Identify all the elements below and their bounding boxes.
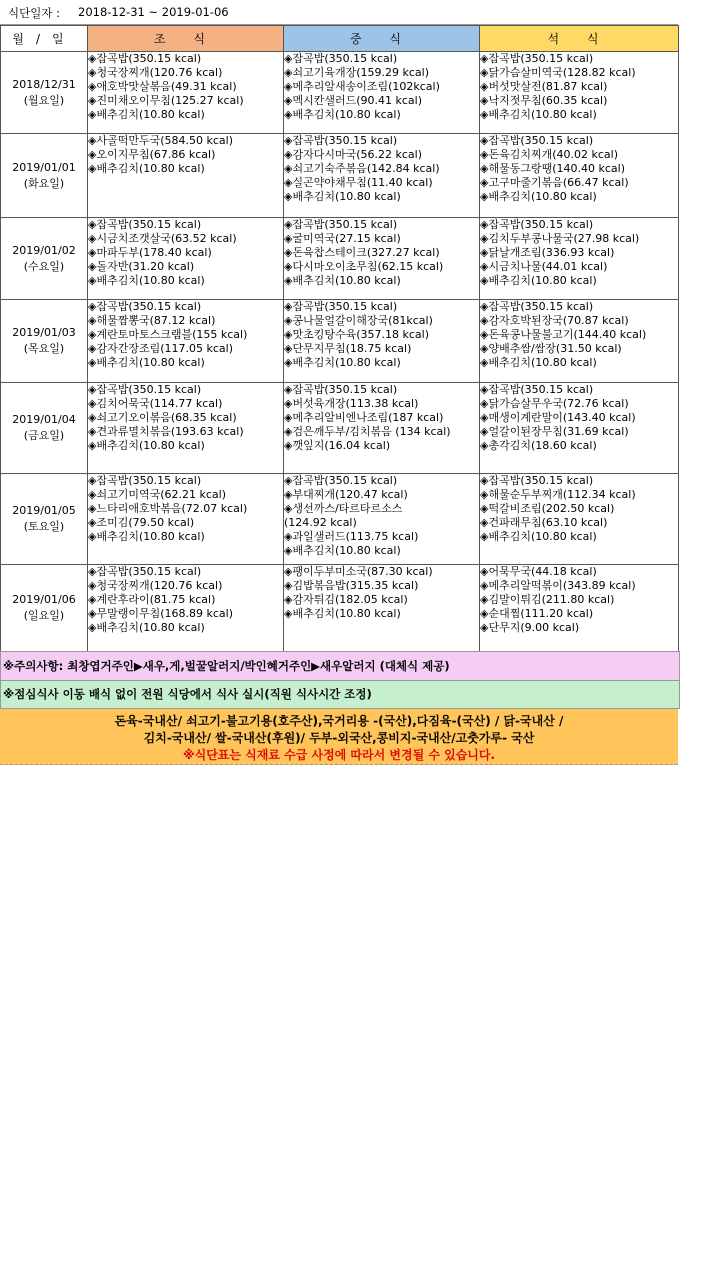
day-cell bbox=[1, 300, 88, 383]
menu-item: ◈김치두부콩나물국(27.98 kcal) bbox=[480, 232, 640, 245]
meal-table bbox=[0, 25, 679, 652]
menu-item: ◈돈육찹스테이크(327.27 kcal) bbox=[284, 246, 440, 259]
menu-item: ◈감자다시마국(56.22 kcal) bbox=[284, 148, 423, 161]
menu-item: ◈굴미역국(27.15 kcal) bbox=[284, 232, 401, 245]
menu-item: ◈잡곡밥(350.15 kcal) bbox=[480, 300, 594, 313]
menu-item: ◈견과류멸치볶음(193.63 kcal) bbox=[88, 425, 244, 438]
menu-item: ◈배추김치(10.80 kcal) bbox=[480, 356, 597, 369]
lunch-cell bbox=[284, 565, 480, 652]
menu-item: ◈다시마오이초무침(62.15 kcal) bbox=[284, 260, 444, 273]
menu-item: ◈잡곡밥(350.15 kcal) bbox=[480, 474, 594, 487]
breakfast-cell bbox=[88, 474, 284, 565]
menu-item: ◈순대찜(111.20 kcal) bbox=[480, 607, 594, 620]
menu-item: ◈콩나물얼갈이해장국(81kcal) bbox=[284, 314, 433, 327]
menu-item: ◈무말랭이무침(168.89 kcal) bbox=[88, 607, 233, 620]
menu-item: ◈과일샐러드(113.75 kcal) bbox=[284, 530, 419, 543]
day-cell bbox=[1, 134, 88, 218]
lunch-cell bbox=[284, 383, 480, 474]
day-cell bbox=[1, 52, 88, 134]
table-row bbox=[1, 52, 679, 134]
breakfast-cell bbox=[88, 218, 284, 300]
menu-item: ◈잡곡밥(350.15 kcal) bbox=[284, 218, 398, 231]
menu-item: ◈낙지젓무침(60.35 kcal) bbox=[480, 94, 608, 107]
menu-item: ◈배추김치(10.80 kcal) bbox=[480, 190, 597, 203]
menu-item: ◈배추김치(10.80 kcal) bbox=[88, 108, 205, 121]
menu-item: ◈돈육김치찌개(40.02 kcal) bbox=[480, 148, 619, 161]
day-weekday: (수요일) bbox=[23, 259, 65, 273]
menu-item: ◈감자튀김(182.05 kcal) bbox=[284, 593, 408, 606]
day-date: 2019/01/02 bbox=[12, 243, 76, 257]
menu-item: ◈잡곡밥(350.15 kcal) bbox=[480, 52, 594, 65]
table-row bbox=[1, 565, 679, 652]
menu-item: ◈잡곡밥(350.15 kcal) bbox=[480, 218, 594, 231]
menu-item: ◈배추김치(10.80 kcal) bbox=[284, 190, 401, 203]
menu-item: ◈검은깨두부/김치볶음 (134 kcal) bbox=[284, 425, 451, 438]
date-range-label: 식단일자 : bbox=[8, 6, 60, 20]
origin-line-2: 김치-국내산/ 쌀-국내산(후원)/ 두부-외국산,콩비지-국내산/고춧가루- 국산 bbox=[143, 731, 535, 745]
column-header-dinner: 석 식 bbox=[480, 26, 679, 52]
table-row bbox=[1, 383, 679, 474]
menu-item: ◈잡곡밥(350.15 kcal) bbox=[88, 52, 202, 65]
dinner-cell bbox=[480, 134, 679, 218]
menu-item: ◈단무지(9.00 kcal) bbox=[480, 621, 580, 634]
date-range-value: 2018-12-31 ~ 2019-01-06 bbox=[78, 5, 229, 19]
menu-item: ◈잡곡밥(350.15 kcal) bbox=[480, 383, 594, 396]
menu-item: ◈메추리알떡볶이(343.89 kcal) bbox=[480, 579, 636, 592]
breakfast-cell bbox=[88, 383, 284, 474]
lunch-cell bbox=[284, 218, 480, 300]
menu-item: ◈계란후라이(81.75 kcal) bbox=[88, 593, 216, 606]
menu-item: ◈배추김치(10.80 kcal) bbox=[88, 356, 205, 369]
menu-item: ◈잡곡밥(350.15 kcal) bbox=[284, 474, 398, 487]
menu-item: ◈해물순두부찌개(112.34 kcal) bbox=[480, 488, 636, 501]
column-header-date: 월/일 bbox=[1, 26, 88, 52]
menu-item: ◈김말이튀김(211.80 kcal) bbox=[480, 593, 615, 606]
menu-item: ◈사골떡만두국(584.50 kcal) bbox=[88, 134, 233, 147]
lunch-cell bbox=[284, 474, 480, 565]
menu-item: ◈해물짬뽕국(87.12 kcal) bbox=[88, 314, 216, 327]
menu-item: ◈감자간장조림(117.05 kcal) bbox=[88, 342, 233, 355]
menu-item: ◈배추김치(10.80 kcal) bbox=[88, 530, 205, 543]
menu-item: ◈잡곡밥(350.15 kcal) bbox=[88, 565, 202, 578]
menu-item: ◈실곤약야채무침(11.40 kcal) bbox=[284, 176, 433, 189]
day-date: 2018/12/31 bbox=[12, 77, 76, 91]
table-row bbox=[1, 218, 679, 300]
dinner-cell bbox=[480, 300, 679, 383]
menu-item: ◈배추김치(10.80 kcal) bbox=[88, 274, 205, 287]
menu-item: ◈닭날개조림(336.93 kcal) bbox=[480, 246, 615, 259]
caution-note: ※주의사항: 최창엽거주인▶새우,게,벌꿀알러지/박인혜거주인▶새우알러지 (대체식 제공) bbox=[0, 651, 680, 681]
table-row bbox=[1, 134, 679, 218]
lunch-notice: ※점심식사 이동 배식 없이 전원 식당에서 식사 실시(직원 식사시간 조정) bbox=[0, 680, 680, 709]
menu-item: ◈시금치조갯살국(63.52 kcal) bbox=[88, 232, 237, 245]
menu-item: ◈애호박맛살볶음(49.31 kcal) bbox=[88, 80, 237, 93]
menu-item: ◈잡곡밥(350.15 kcal) bbox=[284, 383, 398, 396]
day-date: 2019/01/04 bbox=[12, 413, 76, 426]
day-weekday: (토요일) bbox=[23, 520, 65, 533]
menu-item: ◈잡곡밥(350.15 kcal) bbox=[88, 474, 202, 487]
menu-item: ◈양배추쌈/쌈장(31.50 kcal) bbox=[480, 342, 622, 355]
day-date: 2019/01/03 bbox=[12, 326, 76, 339]
menu-item: (124.92 kcal) bbox=[284, 516, 357, 529]
table-row bbox=[1, 474, 679, 565]
menu-item: ◈얼갈이된장무침(31.69 kcal) bbox=[480, 425, 629, 438]
menu-item: ◈돈육콩나물불고기(144.40 kcal) bbox=[480, 328, 647, 341]
menu-item: ◈느타리애호박볶음(72.07 kcal) bbox=[88, 502, 248, 515]
breakfast-cell bbox=[88, 565, 284, 652]
menu-item: ◈오이지무침(67.86 kcal) bbox=[88, 148, 216, 161]
column-header-breakfast: 조 식 bbox=[88, 26, 284, 52]
menu-item: ◈부대찌개(120.47 kcal) bbox=[284, 488, 408, 501]
menu-item: ◈돌자반(31.20 kcal) bbox=[88, 260, 195, 273]
day-date: 2019/01/05 bbox=[12, 504, 76, 517]
origin-line-1: 돈육-국내산/ 쇠고기-불고기용(호주산),국거리용 -(국산),다짐육-(국산) / 닭-국내산 / bbox=[114, 714, 564, 728]
date-range-bar bbox=[0, 0, 678, 25]
menu-item: ◈배추김치(10.80 kcal) bbox=[480, 530, 597, 543]
day-date: 2019/01/01 bbox=[12, 160, 76, 174]
menu-item: ◈잡곡밥(350.15 kcal) bbox=[284, 300, 398, 313]
menu-item: ◈배추김치(10.80 kcal) bbox=[284, 274, 401, 287]
day-weekday: (목요일) bbox=[23, 342, 65, 355]
menu-item: ◈잡곡밥(350.15 kcal) bbox=[88, 300, 202, 313]
menu-item: ◈시금치나물(44.01 kcal) bbox=[480, 260, 608, 273]
menu-item: ◈배추김치(10.80 kcal) bbox=[284, 607, 401, 620]
breakfast-cell bbox=[88, 134, 284, 218]
day-cell bbox=[1, 565, 88, 652]
menu-item: ◈닭가슴살미역국(128.82 kcal) bbox=[480, 66, 636, 79]
menu-item: ◈쇠고기미역국(62.21 kcal) bbox=[88, 488, 227, 501]
menu-item: ◈김밥볶음밥(315.35 kcal) bbox=[284, 579, 419, 592]
day-cell bbox=[1, 383, 88, 474]
day-weekday: (금요일) bbox=[23, 429, 65, 442]
menu-item: ◈깻잎지(16.04 kcal) bbox=[284, 439, 391, 452]
dinner-cell bbox=[480, 218, 679, 300]
dinner-cell bbox=[480, 52, 679, 134]
day-weekday: (일요일) bbox=[23, 609, 65, 622]
menu-item: ◈청국장찌개(120.76 kcal) bbox=[88, 66, 223, 79]
day-weekday: (월요일) bbox=[23, 93, 65, 107]
menu-item: ◈청국장찌개(120.76 kcal) bbox=[88, 579, 223, 592]
menu-item: ◈잡곡밥(350.15 kcal) bbox=[88, 218, 202, 231]
day-cell bbox=[1, 474, 88, 565]
day-cell bbox=[1, 218, 88, 300]
lunch-cell bbox=[284, 134, 480, 218]
breakfast-cell bbox=[88, 300, 284, 383]
origin-info bbox=[0, 709, 678, 765]
menu-item: ◈건파래무침(63.10 kcal) bbox=[480, 516, 608, 529]
menu-item: ◈조미김(79.50 kcal) bbox=[88, 516, 195, 529]
menu-item: ◈해물동그랑땡(140.40 kcal) bbox=[480, 162, 625, 175]
menu-item: ◈잡곡밥(350.15 kcal) bbox=[284, 134, 398, 147]
menu-item: ◈배추김치(10.80 kcal) bbox=[88, 439, 205, 452]
menu-item: ◈잡곡밥(350.15 kcal) bbox=[284, 52, 398, 65]
menu-item: ◈단무지무침(18.75 kcal) bbox=[284, 342, 412, 355]
day-date: 2019/01/06 bbox=[12, 593, 76, 606]
menu-item: ◈닭가슴살무우국(72.76 kcal) bbox=[480, 397, 629, 410]
menu-item: ◈마파두부(178.40 kcal) bbox=[88, 246, 212, 259]
dinner-cell bbox=[480, 474, 679, 565]
column-header-lunch: 중 식 bbox=[284, 26, 480, 52]
menu-item: ◈팽이두부미소국(87.30 kcal) bbox=[284, 565, 433, 578]
menu-item: ◈멕시칸샐러드(90.41 kcal) bbox=[284, 94, 423, 107]
menu-item: ◈메추리알비엔나조림(187 kcal) bbox=[284, 411, 444, 424]
dinner-cell bbox=[480, 565, 679, 652]
lunch-cell bbox=[284, 52, 480, 134]
menu-item: ◈생선까스/타르타르소스 bbox=[284, 502, 403, 515]
menu-item: ◈배추김치(10.80 kcal) bbox=[480, 274, 597, 287]
menu-item: ◈쇠고기숙주볶음(142.84 kcal) bbox=[284, 162, 440, 175]
menu-item: ◈김치어묵국(114.77 kcal) bbox=[88, 397, 223, 410]
lunch-cell bbox=[284, 300, 480, 383]
menu-item: ◈잡곡밥(350.15 kcal) bbox=[88, 383, 202, 396]
table-header-row bbox=[1, 26, 679, 52]
menu-item: ◈쇠고기오이볶음(68.35 kcal) bbox=[88, 411, 237, 424]
breakfast-cell bbox=[88, 52, 284, 134]
menu-item: ◈진미채오이무침(125.27 kcal) bbox=[88, 94, 244, 107]
day-weekday: (화요일) bbox=[23, 176, 65, 190]
table-row bbox=[1, 300, 679, 383]
menu-item: ◈계란토마토스크램블(155 kcal) bbox=[88, 328, 248, 341]
menu-item: ◈버섯육개장(113.38 kcal) bbox=[284, 397, 419, 410]
menu-item: ◈잡곡밥(350.15 kcal) bbox=[480, 134, 594, 147]
menu-item: ◈배추김치(10.80 kcal) bbox=[284, 108, 401, 121]
menu-item: ◈배추김치(10.80 kcal) bbox=[480, 108, 597, 121]
change-warning: ※식단표는 식재료 수급 사정에 따라서 변경될 수 있습니다. bbox=[182, 748, 496, 762]
menu-item: ◈매생이계란말이(143.40 kcal) bbox=[480, 411, 636, 424]
menu-item: ◈배추김치(10.80 kcal) bbox=[88, 621, 205, 634]
menu-item: ◈총각김치(18.60 kcal) bbox=[480, 439, 597, 452]
dinner-cell bbox=[480, 383, 679, 474]
menu-item: ◈배추김치(10.80 kcal) bbox=[284, 356, 401, 369]
menu-item: ◈떡갈비조림(202.50 kcal) bbox=[480, 502, 615, 515]
menu-item: ◈쇠고기육개장(159.29 kcal) bbox=[284, 66, 429, 79]
menu-item: ◈맛초킹탕수육(357.18 kcal) bbox=[284, 328, 429, 341]
menu-item: ◈어묵무국(44.18 kcal) bbox=[480, 565, 597, 578]
menu-item: ◈배추김치(10.80 kcal) bbox=[88, 162, 205, 175]
menu-item: ◈배추김치(10.80 kcal) bbox=[284, 544, 401, 557]
menu-item: ◈메추리알새송이조림(102kcal) bbox=[284, 80, 440, 93]
table-body bbox=[1, 52, 679, 652]
menu-item: ◈감자호박된장국(70.87 kcal) bbox=[480, 314, 629, 327]
menu-item: ◈고구마줄기볶음(66.47 kcal) bbox=[480, 176, 629, 189]
menu-item: ◈버섯맛살전(81.87 kcal) bbox=[480, 80, 608, 93]
